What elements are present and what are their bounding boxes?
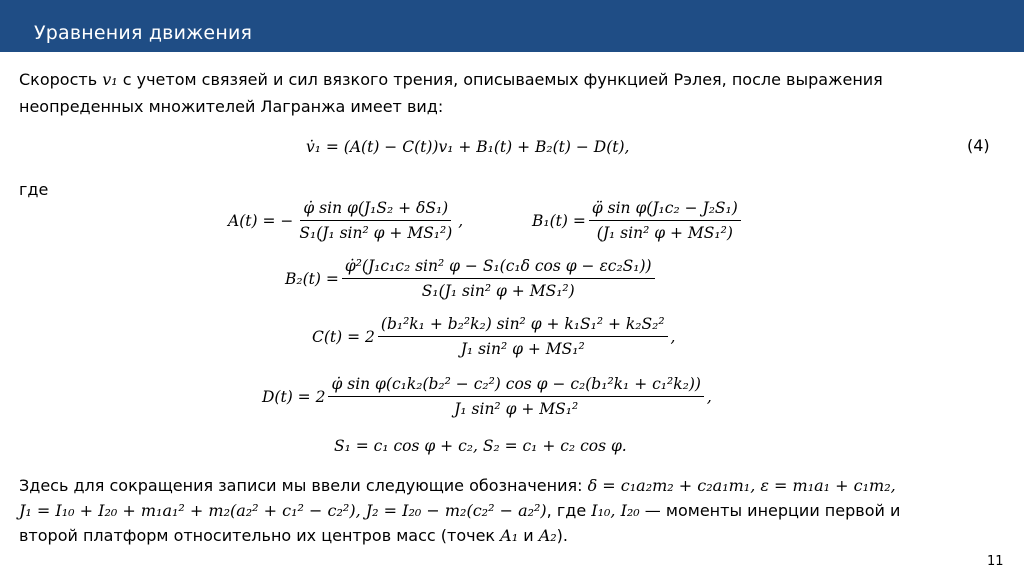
- intro-text-a: Скорость: [19, 70, 103, 89]
- notes-text-e: и: [518, 526, 539, 545]
- formula-B1: [532, 198, 744, 243]
- formula-D-numerator: φ̇ sin φ(c₁k₂(b₂² − c₂²) cos φ − c₂(b₁²k₁ + c₁²k₂)): [328, 374, 703, 397]
- formula-B2-denominator: S₁(J₁ sin² φ + MS₁²): [421, 282, 575, 300]
- formula-B2-fraction: [342, 256, 655, 301]
- formula-D-fraction: [328, 374, 703, 419]
- notes-text-c: — моменты инерции первой и: [639, 501, 901, 520]
- intro-line-1: [19, 66, 883, 93]
- notes-math-I: I₁₀, I₂₀: [591, 501, 640, 520]
- notes-text-d: второй платформ относительно их центров масс (точек: [19, 526, 501, 545]
- velocity-symbol: v₁: [102, 70, 118, 89]
- formula-A-numerator: φ̇ sin φ(J₁S₂ + δS₁): [300, 198, 451, 221]
- formula-B1-denominator: (J₁ sin² φ + MS₁²): [596, 224, 733, 242]
- slide-title: Уравнения движения: [34, 22, 253, 44]
- formula-A: [228, 198, 463, 243]
- formula-A-denominator: S₁(J₁ sin² φ + MS₁²): [299, 224, 453, 242]
- formula-C-lhs: C(t) = 2: [312, 327, 375, 346]
- notes-math-delta-epsilon: δ = c₁a₂m₂ + c₂a₁m₁, ε = m₁a₁ + c₁m₂,: [587, 476, 896, 495]
- formula-B2-numerator: φ̇²(J₁c₁c₂ sin² φ − S₁(c₁δ cos φ − εc₂S₁)): [342, 256, 655, 279]
- page-number: 11: [987, 554, 1004, 569]
- formula-A-lhs: A(t) = −: [228, 211, 294, 230]
- notes-math-J: J₁ = I₁₀ + I₂₀ + m₁a₁² + m₂(a₂² + c₁² − c₂²), J₂ = I₂₀ − m₂(c₂² − a₂²): [19, 501, 547, 520]
- notes-line-2: [19, 497, 900, 524]
- notes-text-b: , где: [546, 501, 592, 520]
- formula-B2: [285, 256, 658, 301]
- notes-line-3: [19, 522, 568, 549]
- notes-text-a: Здесь для сокращения записи мы ввели следующие обозначения:: [19, 476, 588, 495]
- formula-S: S₁ = c₁ cos φ + c₂, S₂ = c₁ + c₂ cos φ.: [334, 437, 627, 455]
- notes-math-A2: A₂: [538, 526, 557, 545]
- where-label: где: [19, 180, 49, 199]
- formula-D: [262, 374, 712, 419]
- formula-C-tail: ,: [670, 327, 676, 346]
- formula-B2-lhs: B₂(t) =: [285, 269, 339, 288]
- equation-4: v̇₁ = (A(t) − C(t))v₁ + B₁(t) + B₂(t) − D(t),: [306, 138, 630, 156]
- formula-B1-fraction: [589, 198, 741, 243]
- notes-text-f: ).: [556, 526, 568, 545]
- formula-B1-numerator: φ̈ sin φ(J₁c₂ − J₂S₁): [589, 198, 741, 221]
- equation-number: (4): [967, 136, 990, 155]
- intro-text-b: с учетом связяей и сил вязкого трения, описываемых функцией Рэлея, после выражения: [117, 70, 883, 89]
- notes-math-A1: A₁: [500, 526, 519, 545]
- formula-D-lhs: D(t) = 2: [262, 387, 326, 406]
- notes-line-1: [19, 472, 896, 499]
- formula-C: [312, 314, 675, 359]
- formula-C-numerator: (b₁²k₁ + b₂²k₂) sin² φ + k₁S₁² + k₂S₂²: [378, 314, 668, 337]
- intro-line-2: неопреденных множителей Лагранжа имеет вид:: [19, 97, 444, 116]
- formula-C-denominator: J₁ sin² φ + MS₁²: [460, 340, 585, 358]
- formula-D-denominator: J₁ sin² φ + MS₁²: [454, 400, 579, 418]
- formula-C-fraction: [378, 314, 668, 359]
- formula-B1-lhs: B₁(t) =: [532, 211, 586, 230]
- formula-A-fraction: [296, 198, 455, 243]
- formula-D-tail: ,: [706, 387, 712, 406]
- formula-A-tail: ,: [458, 211, 464, 230]
